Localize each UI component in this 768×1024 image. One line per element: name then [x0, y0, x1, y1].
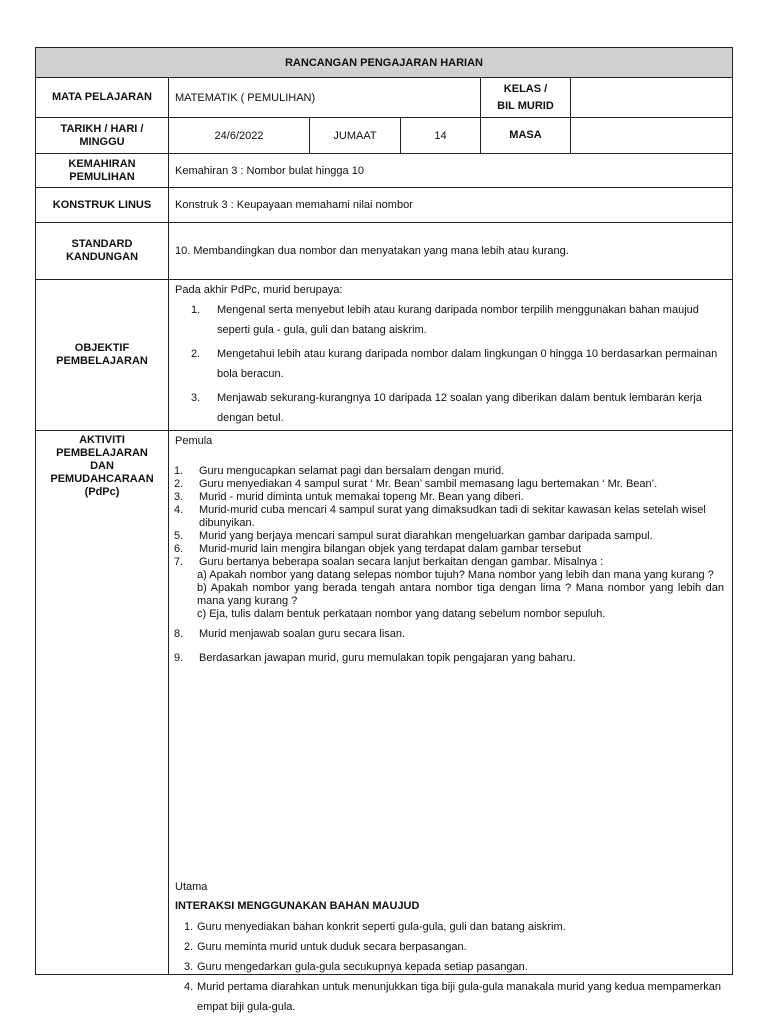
objektif-label — [36, 280, 168, 431]
utama-steps — [169, 917, 732, 1017]
pemula-steps — [169, 465, 732, 665]
utama-step: 2. Guru meminta murid untuk duduk secara berpasangan. — [184, 941, 467, 953]
standard-value: 10. Membandingkan dua nombor dan menyatakan yang mana lebih atau kurang. — [168, 223, 732, 280]
objektif-label-line2: PEMBELAJARAN — [56, 355, 148, 367]
tarikh-date: 24/6/2022 — [168, 118, 309, 154]
tarikh-label-line2: MINGGU — [79, 135, 125, 148]
kemahiran-label-line1: KEMAHIRAN — [68, 157, 136, 170]
pemula-step: 3. Murid - murid diminta untuk memakai topeng Mr. Bean yang diberi. — [174, 491, 524, 503]
pemula-step: 8. Murid menjawab soalan guru secara lisan. — [174, 628, 406, 640]
aktiviti-label — [36, 431, 168, 974]
pemula-step: 2. Guru menyediakan 4 sampul surat ‘ Mr. Bean’ sambil memasang lagu bertemakan ‘ Mr. Bean’. — [174, 478, 658, 490]
pemula-step: 6. Murid-murid lain mengira bilangan objek yang terdapat dalam gambar tersebut — [174, 543, 582, 555]
standard-label — [36, 223, 168, 280]
table-title: RANCANGAN PENGAJARAN HARIAN — [36, 48, 732, 78]
objektif-item: 2. Mengetahui lebih atau kurang daripada nombor dalam lingkungan 0 hingga 10 berdasarkan permainan bola beracun. — [191, 348, 718, 380]
kelas-value — [570, 78, 732, 118]
kemahiran-label — [36, 154, 168, 188]
interaksi-heading: INTERAKSI MENGGUNAKAN BAHAN MAUJUD — [175, 900, 420, 912]
utama-step: 3. Guru mengedarkan gula-gula secukupnya kepada setiap pasangan. — [184, 961, 528, 973]
tarikh-label — [36, 118, 168, 154]
objektif-item: 1. Mengenal serta menyebut lebih atau kurang daripada nombor terpilih menggunakan bahan maujud seperti gula - gula, guli dan batang aiskrim. — [191, 304, 699, 336]
masa-value — [570, 118, 732, 154]
objektif-list — [169, 300, 732, 428]
konstruk-label: KONSTRUK LINUS — [36, 188, 168, 223]
sub-question: b) Apakah nombor yang berada tengah antara nombor tiga dengan lima ? Mana nombor yang lebih dan mana yang kurang ? — [197, 582, 724, 607]
utama-heading: Utama — [175, 881, 208, 893]
objektif-intro: Pada akhir PdPc, murid berupaya: — [175, 284, 343, 296]
kelas-label-line1: KELAS / — [503, 82, 548, 95]
aktiviti-label-text: AKTIVITI PEMBELAJARAN DAN PEMUDAHCARAAN (PdPc) — [50, 434, 154, 498]
pemula-step: 9. Berdasarkan jawapan murid, guru memulakan topik pengajaran yang baharu. — [174, 652, 576, 664]
utama-step: 4. Murid pertama diarahkan untuk menunjukkan tiga biji gula-gula manakala murid yang kedua mempamerkan empat biji gula-gula. — [184, 981, 722, 1013]
aktiviti-content — [168, 431, 732, 1013]
masa-label: MASA — [480, 118, 570, 154]
objektif-item: 3. Menjawab sekurang-kurangnya 10 daripada 12 soalan yang diberikan dalam bentuk lembaran kerja dengan betul. — [191, 392, 702, 424]
lesson-plan-table — [35, 47, 733, 1013]
tarikh-day: JUMAAT — [309, 118, 400, 154]
kemahiran-value: Kemahiran 3 : Nombor bulat hingga 10 — [168, 154, 732, 188]
mata-pelajaran-label: MATA PELAJARAN — [36, 78, 168, 118]
mata-pelajaran-value: MATEMATIK ( PEMULIHAN) — [168, 78, 480, 118]
kelas-label — [480, 78, 570, 118]
sub-question: a) Apakah nombor yang datang selepas nombor tujuh? Mana nombor yang lebih dan mana yang kurang ? — [197, 569, 714, 581]
konstruk-value: Konstruk 3 : Keupayaan memahami nilai nombor — [168, 188, 732, 223]
standard-label-line1: STANDARD — [71, 238, 133, 250]
kelas-label-line2: BIL MURID — [497, 99, 554, 112]
utama-step: 1. Guru menyediakan bahan konkrit seperti gula-gula, guli dan batang aiskrim. — [184, 921, 566, 933]
objektif-label-line1: OBJEKTIF — [74, 342, 130, 354]
pemula-heading: Pemula — [175, 435, 213, 447]
tarikh-label-line1: TARIKH / HARI / — [60, 122, 144, 135]
standard-label-line2: KANDUNGAN — [65, 251, 139, 263]
pemula-step: 4. Murid-murid cuba mencari 4 sampul surat yang dimaksudkan tadi di sekitar kawasan kelas setelah wisel dibunyikan. — [174, 504, 706, 529]
tarikh-week: 14 — [400, 118, 480, 154]
pemula-step: 5. Murid yang berjaya mencari sampul surat diarahkan mengeluarkan gambar daripada sampul. — [174, 530, 653, 542]
pemula-step: 1. Guru mengucapkan selamat pagi dan bersalam dengan murid. — [174, 465, 505, 477]
objektif-content — [168, 280, 732, 431]
kemahiran-label-line2: PEMULIHAN — [69, 170, 135, 183]
pemula-step: 7. Guru bertanya beberapa soalan secara lanjut berkaitan dengan gambar. Misalnya : — [174, 556, 604, 568]
sub-question: c) Eja, tulis dalam bentuk perkataan nombor yang datang sebelum nombor sepuluh. — [197, 608, 606, 620]
